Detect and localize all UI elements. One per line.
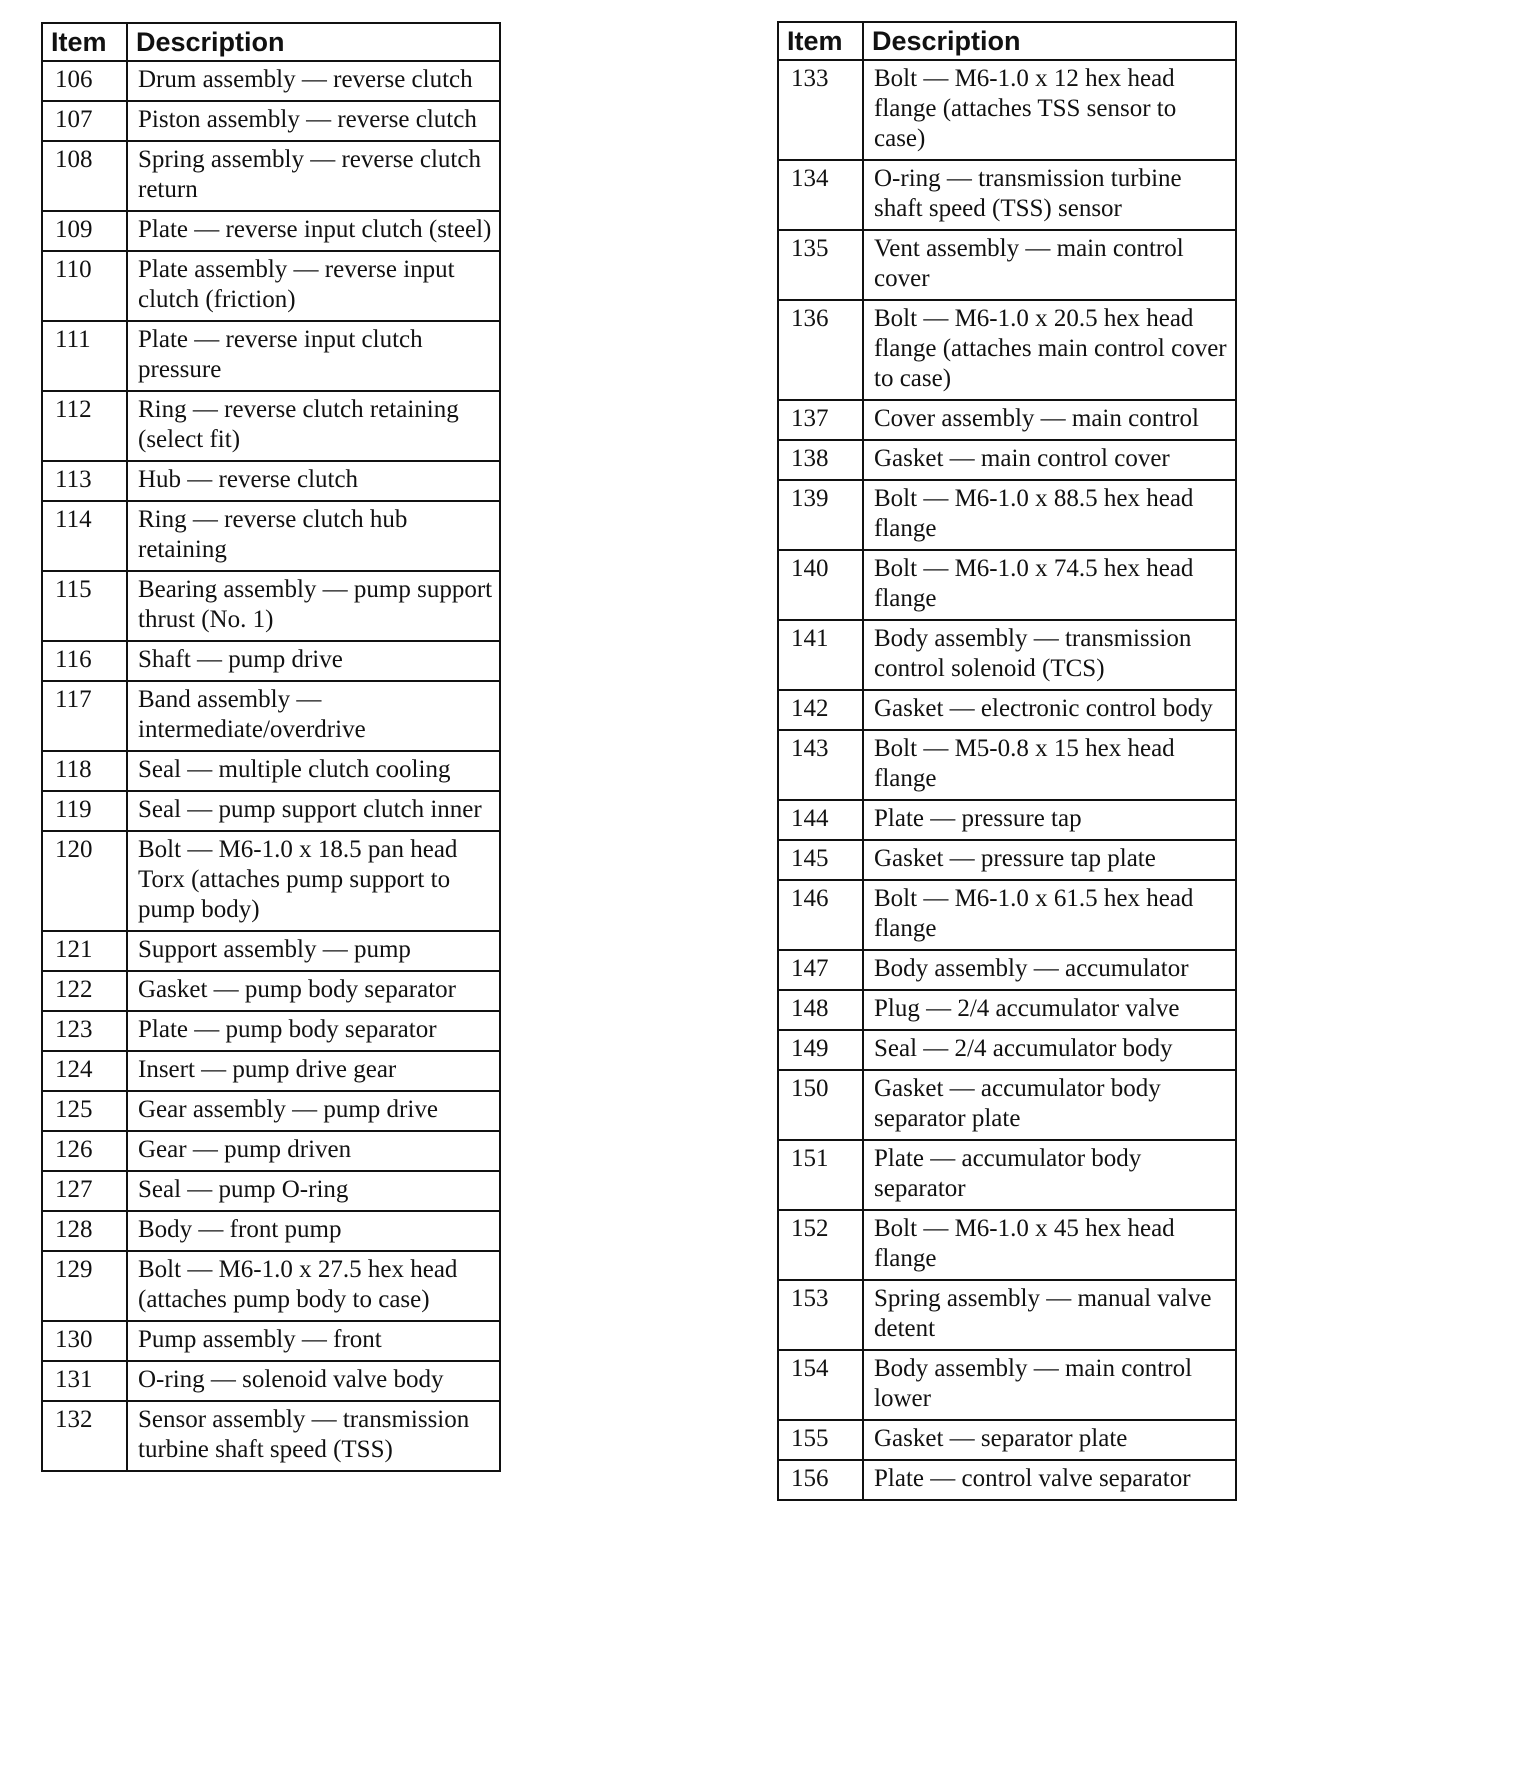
item-description: Bolt — M6-1.0 x 12 hex head flange (attaches TSS sensor to case) xyxy=(863,60,1236,160)
item-description: Ring — reverse clutch retaining (select fit) xyxy=(127,391,500,461)
item-description: Gasket — accumulator body separator plate xyxy=(863,1070,1236,1140)
item-description: Gasket — pressure tap plate xyxy=(863,840,1236,880)
table-row xyxy=(42,391,500,461)
table-row xyxy=(42,931,500,971)
table-row xyxy=(778,60,1236,160)
table-row xyxy=(42,831,500,931)
item-description: Gear — pump driven xyxy=(127,1131,500,1171)
item-number: 136 xyxy=(778,300,863,400)
item-number: 112 xyxy=(42,391,127,461)
table-row xyxy=(42,1091,500,1131)
parts-table-right xyxy=(777,21,1237,1501)
item-number: 138 xyxy=(778,440,863,480)
table-row xyxy=(42,61,500,101)
item-description: Piston assembly — reverse clutch xyxy=(127,101,500,141)
table-row xyxy=(778,300,1236,400)
item-number: 106 xyxy=(42,61,127,101)
table-row xyxy=(42,501,500,571)
item-column-header: Item xyxy=(778,22,863,60)
item-number: 149 xyxy=(778,1030,863,1070)
item-number: 155 xyxy=(778,1420,863,1460)
item-description: Shaft — pump drive xyxy=(127,641,500,681)
table-row xyxy=(778,1140,1236,1210)
table-row xyxy=(778,550,1236,620)
parts-table-left xyxy=(41,22,501,1472)
item-description: Vent assembly — main control cover xyxy=(863,230,1236,300)
item-description: Bolt — M6-1.0 x 88.5 hex head flange xyxy=(863,480,1236,550)
item-number: 125 xyxy=(42,1091,127,1131)
item-number: 118 xyxy=(42,751,127,791)
table-row xyxy=(778,1210,1236,1280)
description-column-header: Description xyxy=(863,22,1236,60)
item-number: 109 xyxy=(42,211,127,251)
item-description: Bolt — M6-1.0 x 45 hex head flange xyxy=(863,1210,1236,1280)
table-row xyxy=(42,211,500,251)
item-description: Sensor assembly — transmission turbine shaft speed (TSS) xyxy=(127,1401,500,1471)
item-description: Spring assembly — manual valve detent xyxy=(863,1280,1236,1350)
table-row xyxy=(42,681,500,751)
item-number: 139 xyxy=(778,480,863,550)
item-description: Seal — pump O-ring xyxy=(127,1171,500,1211)
item-number: 107 xyxy=(42,101,127,141)
item-number: 142 xyxy=(778,690,863,730)
table-row xyxy=(42,751,500,791)
item-number: 122 xyxy=(42,971,127,1011)
item-number: 132 xyxy=(42,1401,127,1471)
item-number: 153 xyxy=(778,1280,863,1350)
item-number: 120 xyxy=(42,831,127,931)
table-row xyxy=(778,730,1236,800)
table-row xyxy=(778,480,1236,550)
item-number: 123 xyxy=(42,1011,127,1051)
item-number: 150 xyxy=(778,1070,863,1140)
table-header-row xyxy=(42,23,500,61)
item-number: 119 xyxy=(42,791,127,831)
item-number: 113 xyxy=(42,461,127,501)
table-row xyxy=(778,690,1236,730)
item-description: Gasket — main control cover xyxy=(863,440,1236,480)
item-column-header: Item xyxy=(42,23,127,61)
item-description: Seal — pump support clutch inner xyxy=(127,791,500,831)
table-row xyxy=(42,461,500,501)
item-number: 133 xyxy=(778,60,863,160)
table-row xyxy=(778,990,1236,1030)
table-row xyxy=(42,101,500,141)
item-number: 134 xyxy=(778,160,863,230)
table-header-row xyxy=(778,22,1236,60)
item-description: Bearing assembly — pump support thrust (No. 1) xyxy=(127,571,500,641)
table-row xyxy=(42,1361,500,1401)
item-description: Insert — pump drive gear xyxy=(127,1051,500,1091)
table-row xyxy=(778,160,1236,230)
item-description: Plate — pressure tap xyxy=(863,800,1236,840)
item-number: 154 xyxy=(778,1350,863,1420)
item-number: 144 xyxy=(778,800,863,840)
item-description: Drum assembly — reverse clutch xyxy=(127,61,500,101)
item-description: Seal — 2/4 accumulator body xyxy=(863,1030,1236,1070)
item-description: Body assembly — transmission control solenoid (TCS) xyxy=(863,620,1236,690)
item-description: Body — front pump xyxy=(127,1211,500,1251)
item-number: 110 xyxy=(42,251,127,321)
item-description: Plate — control valve separator xyxy=(863,1460,1236,1500)
item-number: 137 xyxy=(778,400,863,440)
item-number: 124 xyxy=(42,1051,127,1091)
item-description: Gasket — electronic control body xyxy=(863,690,1236,730)
item-description: Bolt — M6-1.0 x 18.5 pan head Torx (attaches pump support to pump body) xyxy=(127,831,500,931)
table-row xyxy=(778,1280,1236,1350)
item-description: Plate assembly — reverse input clutch (friction) xyxy=(127,251,500,321)
table-row xyxy=(42,791,500,831)
item-number: 116 xyxy=(42,641,127,681)
item-description: Support assembly — pump xyxy=(127,931,500,971)
item-description: Plug — 2/4 accumulator valve xyxy=(863,990,1236,1030)
table-row xyxy=(42,1171,500,1211)
item-description: Gear assembly — pump drive xyxy=(127,1091,500,1131)
table-row xyxy=(778,880,1236,950)
description-column-header: Description xyxy=(127,23,500,61)
item-description: Body assembly — main control lower xyxy=(863,1350,1236,1420)
item-description: Bolt — M6-1.0 x 74.5 hex head flange xyxy=(863,550,1236,620)
item-description: Bolt — M6-1.0 x 27.5 hex head (attaches pump body to case) xyxy=(127,1251,500,1321)
table-row xyxy=(778,230,1236,300)
item-number: 126 xyxy=(42,1131,127,1171)
item-number: 121 xyxy=(42,931,127,971)
table-row xyxy=(778,950,1236,990)
table-row xyxy=(778,400,1236,440)
table-row xyxy=(778,1420,1236,1460)
item-number: 111 xyxy=(42,321,127,391)
item-number: 115 xyxy=(42,571,127,641)
item-number: 148 xyxy=(778,990,863,1030)
table-row xyxy=(42,971,500,1011)
item-number: 156 xyxy=(778,1460,863,1500)
item-description: Bolt — M6-1.0 x 20.5 hex head flange (attaches main control cover to case) xyxy=(863,300,1236,400)
item-description: Ring — reverse clutch hub retaining xyxy=(127,501,500,571)
item-number: 131 xyxy=(42,1361,127,1401)
table-row xyxy=(42,141,500,211)
table-row xyxy=(42,1131,500,1171)
item-description: Pump assembly — front xyxy=(127,1321,500,1361)
item-number: 152 xyxy=(778,1210,863,1280)
item-description: Plate — reverse input clutch (steel) xyxy=(127,211,500,251)
item-number: 127 xyxy=(42,1171,127,1211)
item-description: Plate — accumulator body separator xyxy=(863,1140,1236,1210)
table-row xyxy=(778,840,1236,880)
table-row xyxy=(778,1070,1236,1140)
item-description: Bolt — M5-0.8 x 15 hex head flange xyxy=(863,730,1236,800)
item-description: O-ring — solenoid valve body xyxy=(127,1361,500,1401)
item-description: Spring assembly — reverse clutch return xyxy=(127,141,500,211)
item-number: 140 xyxy=(778,550,863,620)
item-number: 129 xyxy=(42,1251,127,1321)
item-description: Bolt — M6-1.0 x 61.5 hex head flange xyxy=(863,880,1236,950)
item-description: Body assembly — accumulator xyxy=(863,950,1236,990)
table-row xyxy=(42,321,500,391)
item-number: 108 xyxy=(42,141,127,211)
item-number: 141 xyxy=(778,620,863,690)
table-row xyxy=(42,251,500,321)
item-number: 117 xyxy=(42,681,127,751)
item-number: 128 xyxy=(42,1211,127,1251)
table-row xyxy=(42,1011,500,1051)
table-row xyxy=(778,440,1236,480)
table-row xyxy=(778,1030,1236,1070)
table-row xyxy=(42,1051,500,1091)
table-row xyxy=(42,571,500,641)
item-number: 147 xyxy=(778,950,863,990)
item-number: 143 xyxy=(778,730,863,800)
item-description: Plate — pump body separator xyxy=(127,1011,500,1051)
table-row xyxy=(778,1460,1236,1500)
table-row xyxy=(42,1321,500,1361)
item-number: 151 xyxy=(778,1140,863,1210)
item-description: Plate — reverse input clutch pressure xyxy=(127,321,500,391)
table-row xyxy=(778,620,1236,690)
item-number: 130 xyxy=(42,1321,127,1361)
item-description: Band assembly — intermediate/overdrive xyxy=(127,681,500,751)
item-number: 145 xyxy=(778,840,863,880)
table-row xyxy=(42,1401,500,1471)
item-description: O-ring — transmission turbine shaft speed (TSS) sensor xyxy=(863,160,1236,230)
table-row xyxy=(778,1350,1236,1420)
item-description: Cover assembly — main control xyxy=(863,400,1236,440)
item-description: Seal — multiple clutch cooling xyxy=(127,751,500,791)
item-number: 146 xyxy=(778,880,863,950)
item-description: Gasket — separator plate xyxy=(863,1420,1236,1460)
table-row xyxy=(42,641,500,681)
table-row xyxy=(42,1211,500,1251)
item-description: Hub — reverse clutch xyxy=(127,461,500,501)
item-number: 114 xyxy=(42,501,127,571)
table-row xyxy=(42,1251,500,1321)
table-row xyxy=(778,800,1236,840)
item-description: Gasket — pump body separator xyxy=(127,971,500,1011)
item-number: 135 xyxy=(778,230,863,300)
